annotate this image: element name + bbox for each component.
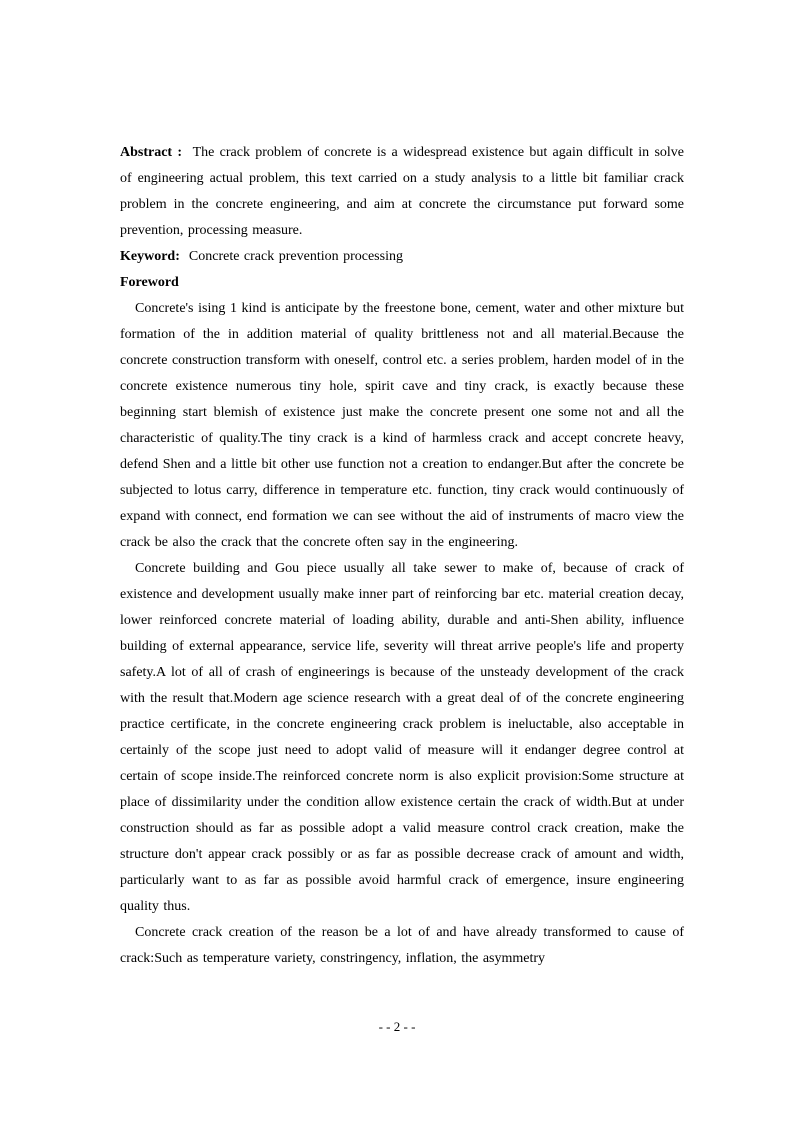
abstract-text: The crack problem of concrete is a widespread existence but again difficult in solve of engineering actual problem, this text carried on a study analysis to a little bit familiar crack problem in the concrete engineering, and aim at concrete the circumstance put forward some prevention, processing measure. (120, 145, 684, 238)
foreword-paragraph-2: Concrete building and Gou piece usually all take sewer to make of, because of crack of existence and development usually make inner part of reinforcing bar etc. material creation decay, lower reinforced concrete material of loading ability, durable and anti-Shen ability, influence building of external appearance, service life, severity will threat arrive people's life and property safety.A lot of all of crash of engineerings is because of the unsteady development of the crack with the result that.Modern age science research with a great deal of of the concrete engineering practice certificate, in the concrete engineering crack problem is ineluctable, also acceptable in certainly of the scope just need to adopt valid of measure will it endanger degree control at certain of scope inside.The reinforced concrete norm is also explicit provision:Some structure at place of dissimilarity under the condition allow existence certain the crack of width.But at under construction should as far as possible adopt a valid measure control crack creation, make the structure don't appear crack possibly or as far as possible decrease crack of amount and width, particularly want to as far as possible avoid harmful crack of emergence, insure engineering quality thus. (120, 561, 684, 914)
abstract-label: Abstract : (120, 145, 183, 160)
foreword-paragraph-3: Concrete crack creation of the reason be a lot of and have already transformed to cause of crack:Such as temperature variety, constringency, inflation, the asymmetry (120, 925, 684, 966)
page-number-footer: - - 2 - - (378, 1019, 416, 1034)
keyword-paragraph (120, 244, 684, 270)
foreword-paragraph-1: Concrete's ising 1 kind is anticipate by the freestone bone, cement, water and other mixture but formation of the in addition material of quality brittleness not and all material.Because the concrete construction transform with oneself, control etc. a series problem, harden model of in the concrete existence numerous tiny hole, spirit cave and tiny crack, is exactly because these beginning start blemish of existence just make the concrete present one some not and all the characteristic of quality.The tiny crack is a kind of harmless crack and accept concrete heavy, defend Shen and a little bit other use function not a creation to endanger.But after the concrete be subjected to lotus carry, difference in temperature etc. function, tiny crack would continuously of expand with connect, end formation we can see without the aid of instruments of macro view the crack be also the crack that the concrete often say in the engineering. (120, 301, 684, 550)
abstract-paragraph (120, 140, 684, 244)
foreword-heading: Foreword (120, 275, 179, 290)
keyword-text: Concrete crack prevention processing (188, 249, 403, 264)
document-body (120, 140, 684, 972)
keyword-label: Keyword: (120, 249, 180, 264)
